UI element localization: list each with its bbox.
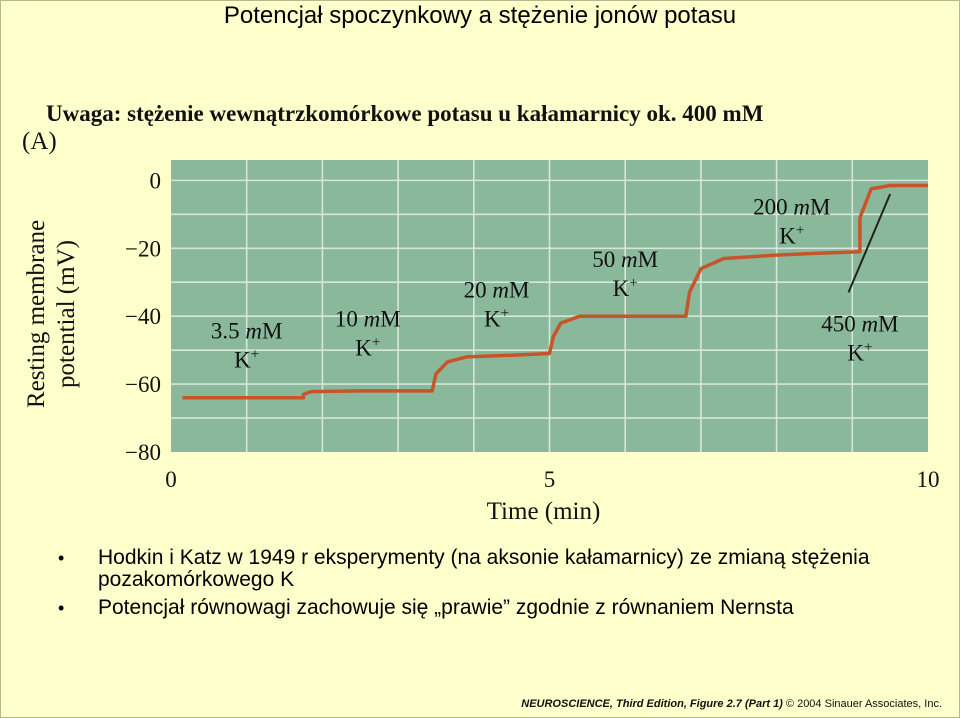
bullet-list: [58, 547, 938, 625]
bullet-dot-icon: •: [58, 548, 65, 568]
ion-symbol: K: [234, 347, 251, 373]
ion-symbol: K: [779, 223, 796, 249]
unit-rest: M: [809, 194, 831, 220]
concentration-value: 200 mM: [753, 194, 831, 220]
unit-m: m: [363, 306, 381, 332]
unit-rest: M: [380, 306, 401, 332]
x-tick-label: 10: [916, 467, 940, 492]
ion-charge: +: [500, 305, 510, 322]
x-axis-label: Time (min): [486, 498, 601, 525]
unit-m: m: [861, 311, 879, 337]
ion-symbol: K: [483, 306, 501, 332]
y-tick-label: −80: [125, 440, 161, 465]
y-tick-label: 0: [149, 168, 161, 194]
ion-symbol: K: [355, 335, 372, 361]
concentration-value: 450 mM: [821, 311, 899, 337]
concentration-value: 10 mM: [334, 306, 401, 332]
bullet-item: • Hodkin i Katz w 1949 r eksperymenty (na aksonie kałamarnicy) ze zmianą stężenia pozakomórkowego K: [58, 546, 870, 591]
figure-credit: NEUROSCIENCE, Third Edition, Figure 2.7 (Part 1) © 2004 Sinauer Associates, Inc.: [521, 698, 942, 710]
bullet-item: • Potencjał równowagi zachowuje się „prawie” zgodnie z równaniem Nernsta: [58, 596, 794, 619]
unit-m: m: [492, 277, 509, 303]
concentration-value: 20 mM: [463, 277, 530, 303]
y-axis-label-line-2: potential (mV): [53, 240, 80, 388]
unit-m: m: [245, 318, 263, 344]
concentration-value: 50 mM: [592, 246, 659, 272]
ion-charge: +: [863, 339, 873, 356]
y-tick-labels: [125, 168, 161, 465]
unit-rest: M: [262, 318, 283, 344]
slide-title: Potencjał spoczynkowy a stężenie jonów potasu: [223, 2, 737, 29]
y-axis-label-line-1: Resting membrane: [23, 219, 50, 409]
bullet-dot-icon: •: [58, 598, 65, 618]
x-tick-label: 5: [543, 467, 556, 492]
y-tick-label: −60: [125, 372, 161, 398]
unit-rest: M: [878, 311, 899, 337]
ion-symbol: K: [612, 275, 630, 301]
ion-charge: +: [371, 334, 381, 351]
ion-charge: +: [250, 346, 260, 363]
x-tick-labels: [165, 467, 939, 492]
unit-m: m: [621, 246, 638, 272]
x-tick-label: 0: [165, 467, 177, 492]
ion-charge: +: [795, 222, 805, 239]
unit-rest: M: [508, 277, 530, 303]
unit-rest: M: [637, 246, 659, 272]
panel-label: (A): [22, 128, 57, 155]
ion-symbol: K: [847, 340, 864, 366]
y-tick-label: −40: [125, 304, 161, 330]
concentration-value: 3.5 mM: [210, 318, 283, 344]
ion-charge: +: [629, 274, 638, 291]
y-tick-label: −20: [125, 236, 161, 262]
unit-m: m: [793, 194, 810, 220]
note-text: Uwaga: stężenie wewnątrzkomórkowe potasu u kałamarnicy ok. 400 mM: [46, 101, 764, 126]
